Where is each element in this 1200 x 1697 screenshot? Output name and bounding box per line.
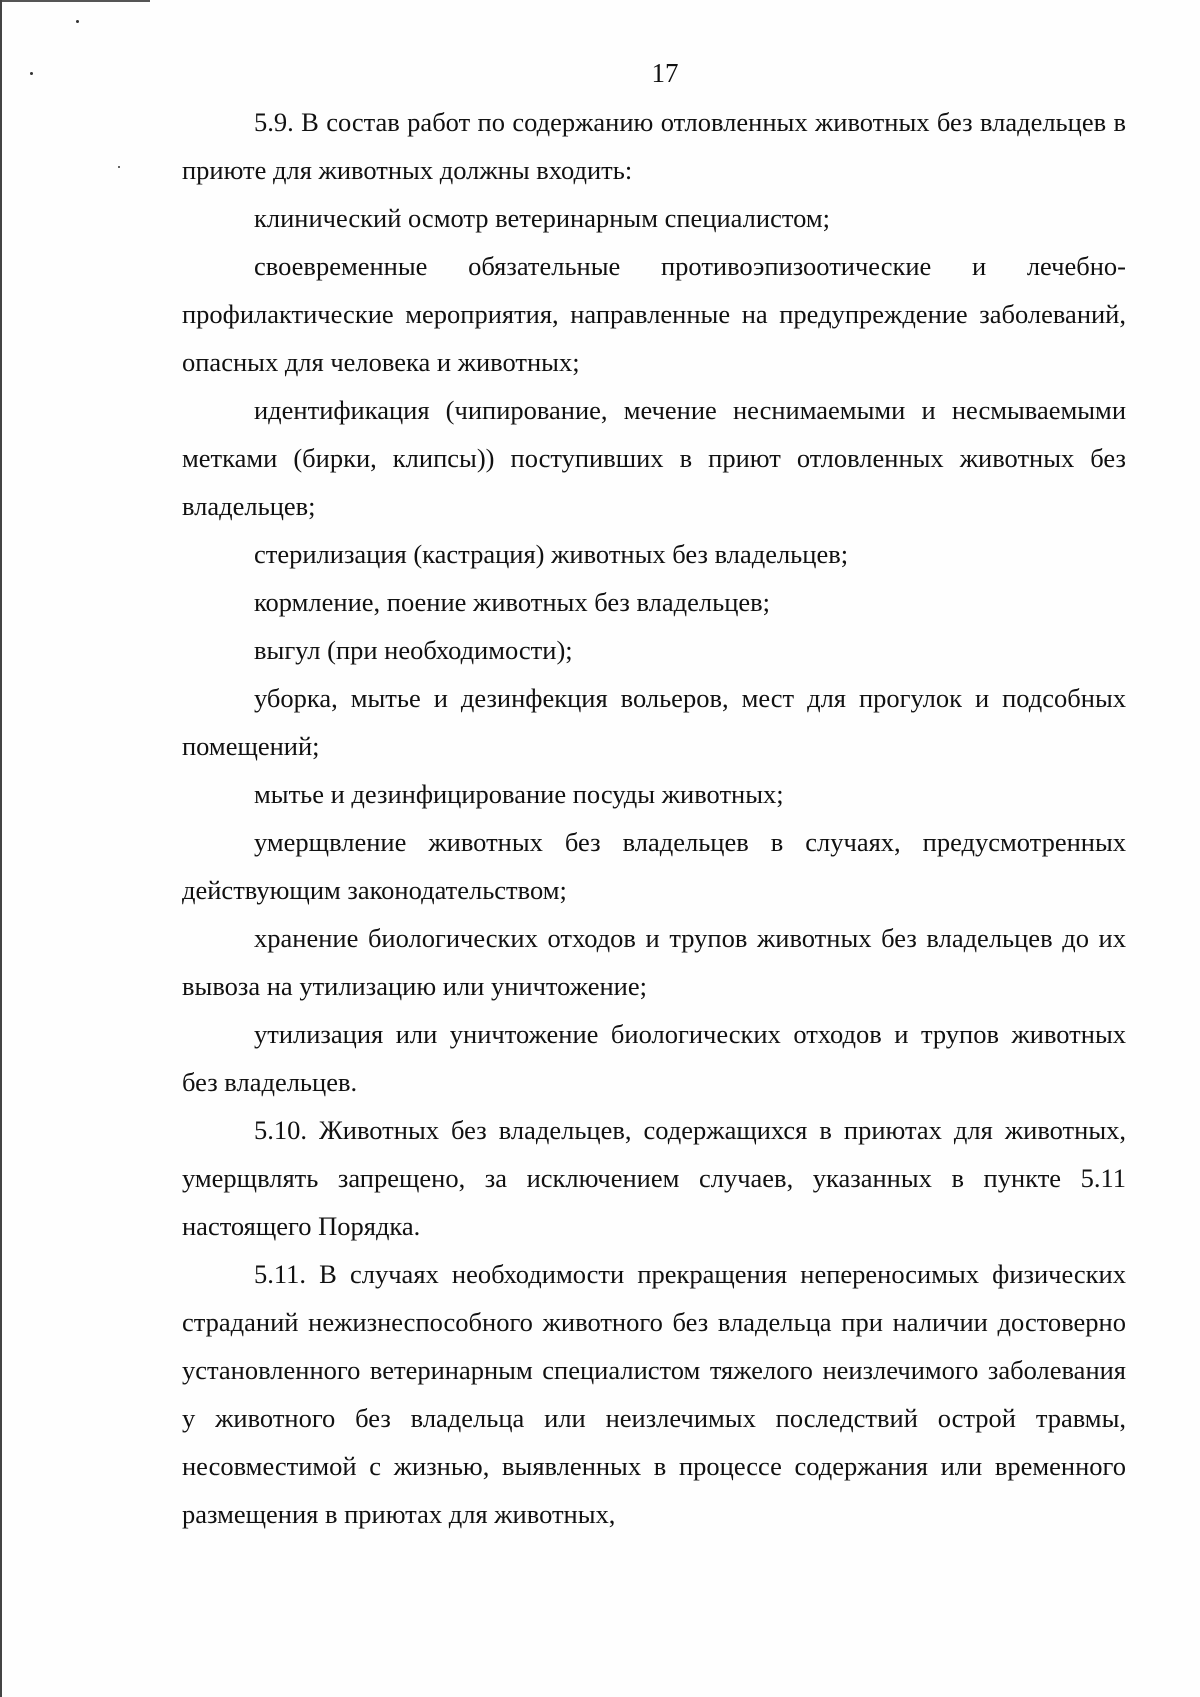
scan-edge-top — [0, 0, 150, 2]
paragraph-5-10: 5.10. Животных без владельцев, содержащихся в приютах для животных, умерщвлять запрещено, за исключением случаев, указанных в пункте 5.11 настоящего Порядка. — [182, 1115, 1126, 1241]
paragraph-5-9: 5.9. В состав работ по содержанию отловленных животных без владельцев в приюте для животных должны входить: — [182, 107, 1126, 185]
list-item-waste-storage: хранение биологических отходов и трупов животных без владельцев до их вывоза на утилизацию или уничтожение; — [182, 923, 1126, 1001]
list-item-dish-washing: мытье и дезинфицирование посуды животных; — [254, 779, 784, 809]
list-item-clinical-exam: клинический осмотр ветеринарным специалистом; — [254, 203, 830, 233]
page-number: 17 — [651, 58, 679, 88]
scan-speck — [76, 20, 79, 23]
list-item-preventive-measures: своевременные обязательные противоэпизоотические и лечебно-профилактические мероприятия, направленные на предупреждение заболеваний, опасных для человека и животных; — [182, 251, 1126, 377]
list-item-identification: идентификация (чипирование, мечение неснимаемыми и несмываемыми метками (бирки, клипсы)) поступивших в приют отловленных животных без владельцев; — [182, 395, 1126, 521]
list-item-sterilization: стерилизация (кастрация) животных без владельцев; — [254, 539, 849, 569]
list-item-walking: выгул (при необходимости); — [254, 635, 573, 665]
list-item-waste-disposal: утилизация или уничтожение биологических отходов и трупов животных без владельцев. — [182, 1019, 1126, 1097]
scan-speck — [118, 166, 120, 168]
list-item-feeding: кормление, поение животных без владельцев; — [254, 587, 771, 617]
paragraph-5-11: 5.11. В случаях необходимости прекращения непереносимых физических страданий нежизнеспособного животного без владельца при наличии достоверно установленного ветеринарным специалистом тяжелого неизлечимого заболевания у животного без владельца или неизлечимых последствий острой травмы, несовместимой с жизнью, выявленных в процессе содержания или временного размещения в приютах для животных, — [182, 1259, 1126, 1529]
document-body — [182, 98, 1126, 1538]
list-item-euthanasia: умерщвление животных без владельцев в случаях, предусмотренных действующим законодательством; — [182, 827, 1126, 905]
scan-edge-left — [0, 0, 2, 1697]
list-item-cleaning: уборка, мытье и дезинфекция вольеров, мест для прогулок и подсобных помещений; — [182, 683, 1126, 761]
